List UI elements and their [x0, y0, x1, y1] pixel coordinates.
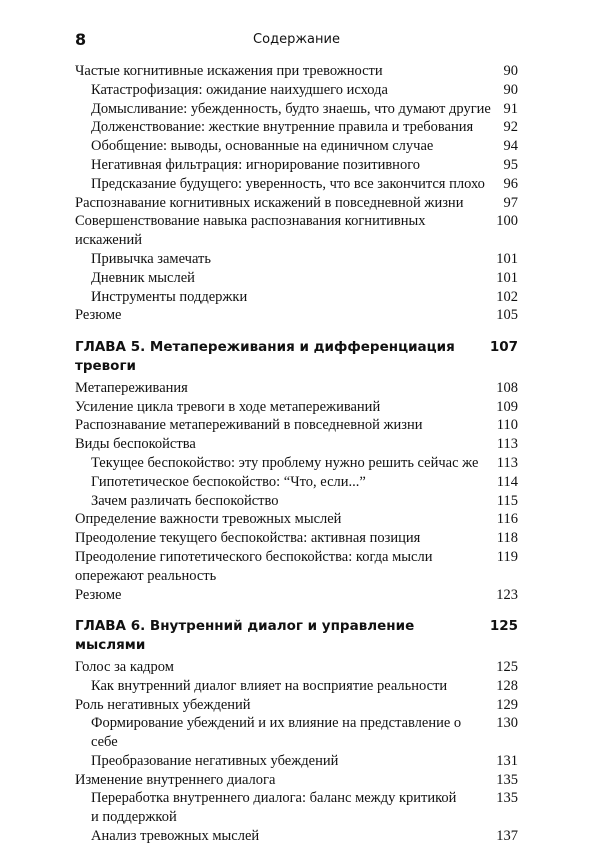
toc-entry-title-line: Совершенствование навыка распознавания когнитивных	[75, 213, 426, 230]
toc-entry	[75, 416, 518, 435]
toc-page-number: 101	[496, 269, 518, 286]
toc-entry	[75, 306, 518, 325]
toc-page-number: 118	[496, 530, 518, 547]
toc-entry-title: ГЛАВА 5. Метапереживания и дифференциация тревоги	[75, 339, 455, 374]
toc-entry	[75, 677, 518, 696]
chapter-heading	[75, 617, 518, 655]
toc-entry	[75, 696, 518, 715]
table-of-contents	[75, 62, 518, 846]
toc-entry-title-line: Переработка внутреннего диалога: баланс между критикой	[91, 790, 457, 807]
toc-entry-title: Дневник мыслей	[91, 269, 195, 286]
toc-entry-title: Изменение внутреннего диалога	[75, 771, 276, 788]
toc-entry-title: Преобразование негативных убеждений	[91, 752, 339, 769]
toc-entry	[75, 789, 518, 827]
toc-entry-title: Голос за кадром	[75, 658, 174, 675]
toc-page-number: 110	[496, 417, 518, 434]
toc-entry-title: Резюме	[75, 586, 122, 603]
toc-entry	[75, 100, 518, 119]
toc-entry-title: Зачем различать беспокойство	[91, 492, 279, 509]
toc-entry	[75, 137, 518, 156]
toc-entry-title: Усиление цикла тревоги в ходе метапереживаний	[75, 398, 381, 415]
toc-entry-title: Долженствование: жесткие внутренние правила и требования	[91, 119, 474, 136]
toc-page-number: 131	[496, 752, 518, 769]
toc-page-number: 96	[503, 175, 518, 192]
toc-entry	[75, 548, 518, 586]
toc-entry	[75, 510, 518, 529]
toc-page-number: 100	[496, 213, 518, 230]
toc-entry-title: Формирование убеждений и их влияние на представление о себе	[91, 715, 462, 751]
toc-entry-title: Роль негативных убеждений	[75, 696, 251, 713]
toc-entry	[75, 212, 518, 250]
toc-entry-title: Предсказание будущего: уверенность, что все закончится плохо	[91, 175, 485, 192]
toc-entry-title: Распознавание метапереживаний в повседневной жизни	[75, 417, 423, 434]
toc-page-number: 113	[496, 454, 518, 471]
toc-page-number: 101	[496, 250, 518, 267]
toc-entry-title: Резюме	[75, 307, 122, 324]
page-number: 8	[75, 30, 87, 49]
toc-entry	[75, 658, 518, 677]
toc-page-number: 109	[496, 398, 518, 415]
toc-page-number: 125	[489, 618, 518, 635]
toc-page-number: 137	[496, 828, 518, 845]
toc-entry-title-line: Преодоление гипотетического беспокойства: когда мысли	[75, 548, 433, 565]
toc-page-number: 97	[503, 194, 518, 211]
toc-page-number: 94	[503, 138, 518, 155]
toc-entry	[75, 379, 518, 398]
toc-page-number: 92	[503, 119, 518, 136]
toc-page-number: 119	[496, 548, 518, 565]
toc-entry	[75, 752, 518, 771]
toc-entry	[75, 156, 518, 175]
toc-entry	[75, 586, 518, 605]
toc-entry	[75, 771, 518, 790]
toc-entry-title: Как внутренний диалог влияет на восприятие реальности	[91, 677, 448, 694]
toc-entry-title: Текущее беспокойство: эту проблему нужно решить сейчас же	[91, 454, 479, 471]
toc-entry-title: Распознавание когнитивных искажений в повседневной жизни	[75, 194, 464, 211]
toc-entry	[75, 288, 518, 307]
toc-entry	[75, 175, 518, 194]
toc-page-number: 115	[496, 492, 518, 509]
toc-entry-title-line: искажений	[75, 232, 142, 249]
toc-entry	[75, 454, 518, 473]
toc-entry-title: Определение важности тревожных мыслей	[75, 511, 342, 528]
toc-entry	[75, 473, 518, 492]
toc-entry	[75, 714, 518, 752]
toc-entry-title	[75, 212, 496, 250]
toc-page-number: 123	[496, 586, 518, 603]
toc-entry-title	[75, 548, 497, 586]
toc-page-number: 130	[496, 715, 518, 732]
toc-entry-title: Виды беспокойства	[75, 436, 196, 453]
toc-entry-title: ГЛАВА 6. Внутренний диалог и управление мыслями	[75, 618, 415, 654]
toc-page-number: 113	[496, 436, 518, 453]
toc-page-number: 135	[496, 790, 518, 807]
toc-page-number: 95	[503, 156, 518, 173]
toc-entry	[75, 529, 518, 548]
toc-entry	[75, 62, 518, 81]
toc-page-number: 135	[496, 771, 518, 788]
toc-entry	[75, 492, 518, 511]
toc-entry-title: Катастрофизация: ожидание наихудшего исхода	[91, 81, 388, 98]
toc-page-number: 108	[496, 379, 518, 396]
toc-entry	[75, 398, 518, 417]
toc-entry-title: Привычка замечать	[91, 250, 211, 267]
toc-page-number: 90	[503, 81, 518, 98]
toc-entry-title-line: опережают реальность	[75, 567, 217, 584]
toc-entry-title: Метапереживания	[75, 379, 188, 396]
toc-entry	[75, 81, 518, 100]
toc-entry	[75, 827, 518, 846]
chapter-heading	[75, 338, 518, 376]
toc-entry-title: Гипотетическое беспокойство: “Что, если...”	[91, 473, 366, 490]
toc-entry-title: Анализ тревожных мыслей	[91, 828, 260, 845]
toc-page-number: 129	[496, 696, 518, 713]
toc-entry	[75, 194, 518, 213]
toc-page-number: 90	[503, 63, 518, 79]
toc-page-number: 107	[489, 339, 518, 356]
toc-entry-title: Домысливание: убежденность, будто знаешь, что думают другие	[91, 100, 491, 117]
toc-page-number: 125	[496, 658, 518, 675]
toc-page-number: 102	[496, 288, 518, 305]
toc-entry-title: Преодоление текущего беспокойства: активная позиция	[75, 530, 421, 547]
toc-entry	[75, 269, 518, 288]
toc-entry-title: Инструменты поддержки	[91, 288, 248, 305]
toc-page-number: 91	[503, 100, 518, 117]
page-header	[75, 30, 518, 52]
toc-entry	[75, 435, 518, 454]
running-head: Содержание	[253, 32, 340, 47]
toc-page-number: 105	[496, 307, 518, 324]
toc-entry-title	[75, 789, 496, 827]
toc-entry	[75, 118, 518, 137]
toc-entry-title: Частые когнитивные искажения при тревожности	[75, 63, 383, 79]
toc-page-number: 128	[496, 677, 518, 694]
toc-entry-title: Обобщение: выводы, основанные на единичном случае	[91, 138, 434, 155]
toc-entry	[75, 250, 518, 269]
toc-entry-title-line: и поддержкой	[91, 809, 177, 826]
toc-entry-title: Негативная фильтрация: игнорирование позитивного	[91, 156, 421, 173]
toc-page-number: 114	[496, 473, 518, 490]
toc-page-number: 116	[496, 511, 518, 528]
